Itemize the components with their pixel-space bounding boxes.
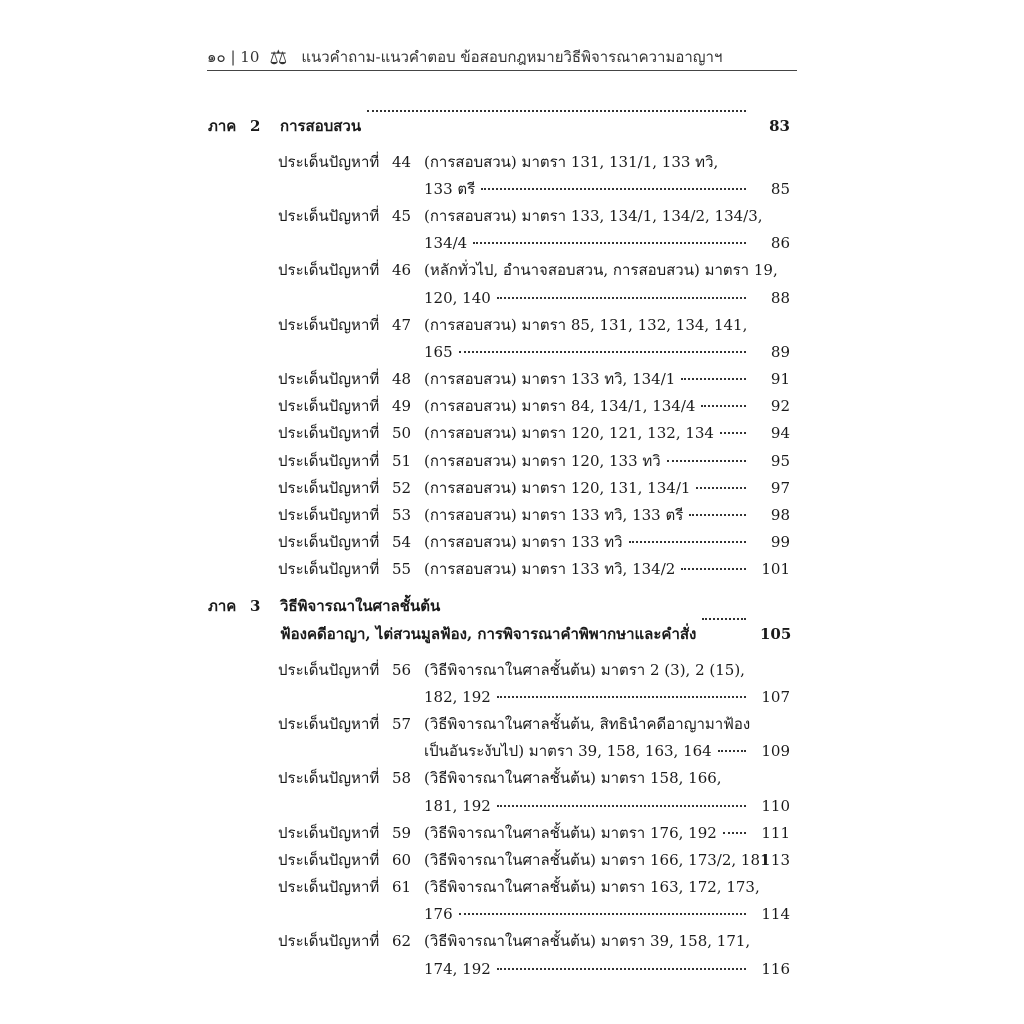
dot-leader [681, 568, 746, 570]
entry-text-content: (การสอบสวน) มาตรา 120, 131, 134/1 [424, 478, 691, 497]
table-of-contents [208, 112, 790, 982]
dot-leader [723, 832, 746, 834]
toc-entry-line [278, 338, 790, 365]
entry-number: 55 [392, 560, 412, 579]
toc-entry-line [278, 819, 790, 846]
entry-text [424, 875, 760, 899]
part-number: 2 [250, 117, 261, 135]
toc-entry-line [278, 556, 790, 583]
toc-entry[interactable] [278, 529, 790, 556]
part-heading [208, 112, 790, 140]
toc-entry-line [278, 874, 790, 901]
page-number: 91 [770, 370, 790, 389]
toc-entry-line [278, 202, 790, 229]
book-title: แนวคำถาม-แนวคำตอบ ข้อสอบกฎหมายวิธีพิจารณาความอาญาฯ [301, 48, 723, 66]
dot-leader [689, 514, 746, 516]
entry-number: 61 [392, 878, 412, 897]
entry-number: 52 [392, 478, 412, 497]
toc-entry[interactable] [278, 874, 790, 928]
page-number: 114 [761, 905, 790, 924]
entry-text-content: (การสอบสวน) มาตรา 84, 134/1, 134/4 [424, 397, 696, 416]
entry-number: 57 [392, 714, 412, 733]
page-number: 107 [761, 687, 790, 706]
entry-label: ประเด็นปัญหาที่ [278, 660, 380, 679]
dot-leader [497, 297, 746, 299]
entry-text-content: (วิธีพิจารณาในศาลชั้นต้น, สิทธินำคดีอาญามาฟ้อง [424, 714, 751, 733]
header-divider: | [225, 48, 241, 66]
toc-entry[interactable] [278, 710, 790, 764]
entry-number: 56 [392, 660, 412, 679]
page-number: 109 [761, 742, 790, 761]
part-heading [208, 620, 790, 648]
page-number: 110 [761, 796, 790, 815]
toc-entry[interactable] [278, 819, 790, 846]
entry-text [424, 177, 760, 201]
entry-text [424, 476, 760, 500]
toc-entry-line [278, 311, 790, 338]
entry-text [424, 289, 760, 307]
entry-text [424, 905, 760, 923]
dot-leader [459, 913, 746, 915]
entry-number: 48 [392, 370, 412, 389]
entry-text [424, 797, 760, 815]
part-title-text: วิธีพิจารณาในศาลชั้นต้น [280, 597, 441, 615]
toc-entry-line [278, 846, 790, 873]
entry-text-content: (วิธีพิจารณาในศาลชั้นต้น) มาตรา 39, 158, 171, [424, 932, 751, 951]
dot-leader [367, 110, 746, 112]
entry-label: ประเด็นปัญหาที่ [278, 769, 380, 788]
entry-text [424, 821, 760, 845]
entry-text [424, 688, 760, 706]
entry-text [424, 343, 760, 361]
toc-entry[interactable] [278, 556, 790, 583]
entry-text-content: 182, 192 [424, 687, 491, 706]
spacer [208, 583, 790, 592]
entry-text [424, 658, 760, 682]
toc-entry-line [278, 230, 790, 257]
toc-entry-line [278, 284, 790, 311]
entry-number: 44 [392, 152, 412, 171]
entry-text-content: (หลักทั่วไป, อำนาจสอบสวน, การสอบสวน) มาตรา 19, [424, 261, 778, 280]
toc-entry-line [278, 765, 790, 792]
entry-text [424, 929, 760, 953]
toc-entry[interactable] [278, 420, 790, 447]
toc-entry-line [278, 447, 790, 474]
toc-entry-line [278, 710, 790, 737]
entry-text [424, 258, 778, 282]
page-number: 99 [770, 533, 790, 552]
dot-leader [629, 541, 746, 543]
entry-text [424, 712, 760, 736]
entry-number: 46 [392, 261, 412, 280]
entry-text-content: (การสอบสวน) มาตรา 133 ทวิ, 134/2 [424, 560, 676, 579]
entry-text-content: (การสอบสวน) มาตรา 85, 131, 132, 134, 141, [424, 315, 748, 334]
page-number: 10 [240, 48, 260, 66]
entry-text-content: (การสอบสวน) มาตรา 120, 133 ทวิ [424, 451, 661, 470]
entry-text-content: 120, 140 [424, 288, 491, 307]
toc-entry[interactable] [278, 474, 790, 501]
toc-entry-line [278, 175, 790, 202]
entry-label: ประเด็นปัญหาที่ [278, 533, 380, 552]
page-number: 113 [761, 850, 790, 869]
entry-text-content: (การสอบสวน) มาตรา 133 ทวิ, 133 ตรี [424, 506, 684, 525]
entry-text-content: 134/4 [424, 234, 468, 253]
part-title-text: การสอบสวน [280, 117, 362, 135]
entry-text-content: (วิธีพิจารณาในศาลชั้นต้น) มาตรา 176, 192 [424, 823, 717, 842]
toc-entry[interactable] [278, 656, 790, 710]
entry-text [424, 367, 760, 391]
toc-entry-line [278, 738, 790, 765]
part-title [280, 622, 760, 646]
dot-leader [720, 432, 746, 434]
toc-entry[interactable] [278, 366, 790, 393]
entry-text-content: 165 [424, 342, 453, 361]
entry-label: ประเด็นปัญหาที่ [278, 478, 380, 497]
page-number: 105 [760, 625, 792, 643]
toc-entry[interactable] [278, 202, 790, 256]
entry-label: ประเด็นปัญหาที่ [278, 932, 380, 951]
entry-text-content: เป็นอันระงับไป) มาตรา 39, 158, 163, 164 [424, 742, 712, 761]
entry-text [424, 848, 770, 872]
entry-text [424, 234, 760, 252]
page-number: 116 [761, 959, 790, 978]
entry-label: ประเด็นปัญหาที่ [278, 206, 380, 225]
entry-text-content: 174, 192 [424, 959, 491, 978]
entry-number: 59 [392, 823, 412, 842]
toc-entry[interactable] [278, 501, 790, 528]
page-number: 97 [770, 478, 790, 497]
entry-number: 50 [392, 424, 412, 443]
entry-number: 51 [392, 451, 412, 470]
entry-label: ประเด็นปัญหาที่ [278, 261, 380, 280]
toc-entry-line [278, 792, 790, 819]
entry-number: 62 [392, 932, 412, 951]
page-number: 89 [770, 342, 790, 361]
entry-label: ประเด็นปัญหาที่ [278, 370, 380, 389]
entry-text-content: 176 [424, 905, 453, 924]
page-number: 83 [769, 117, 790, 135]
toc-entry-line [278, 683, 790, 710]
dot-leader [701, 405, 746, 407]
part-heading [208, 592, 790, 620]
entry-text [424, 766, 760, 790]
toc-entry[interactable] [278, 148, 790, 202]
entry-label: ประเด็นปัญหาที่ [278, 560, 380, 579]
entry-label: ประเด็นปัญหาที่ [278, 823, 380, 842]
entry-text [424, 530, 760, 554]
entry-text [424, 557, 760, 581]
entry-number: 47 [392, 315, 412, 334]
toc-entry-line [278, 955, 790, 982]
part-title [280, 594, 760, 618]
part-number: 3 [250, 597, 261, 615]
dot-leader [696, 487, 746, 489]
scales-of-justice-icon: ⚖ [269, 45, 288, 69]
entry-text [424, 449, 760, 473]
toc-entry-line [278, 901, 790, 928]
entry-text [424, 960, 760, 978]
page-number: 98 [770, 506, 790, 525]
entry-text-content: (การสอบสวน) มาตรา 131, 131/1, 133 ทวิ, [424, 152, 719, 171]
entry-text [424, 313, 760, 337]
page-number: 92 [770, 397, 790, 416]
page-number: 94 [770, 424, 790, 443]
entry-text-content: 133 ตรี [424, 179, 476, 198]
part-title-text: ฟ้องคดีอาญา, ไต่สวนมูลฟ้อง, การพิจารณาคำพิพากษาและคำสั่ง [280, 625, 697, 643]
entry-label: ประเด็นปัญหาที่ [278, 424, 380, 443]
entry-text [424, 150, 760, 174]
entry-label: ประเด็นปัญหาที่ [278, 878, 380, 897]
part-label: ภาค [208, 117, 237, 135]
entry-text-content: (วิธีพิจารณาในศาลชั้นต้น) มาตรา 163, 172, 173, [424, 878, 760, 897]
dot-leader [497, 805, 746, 807]
page-number: 101 [761, 560, 790, 579]
dot-leader [473, 242, 746, 244]
part-title [280, 114, 760, 138]
dot-leader [667, 460, 746, 462]
toc-entry[interactable] [278, 846, 790, 873]
entry-number: 45 [392, 206, 412, 225]
toc-entry-line [278, 257, 790, 284]
entry-text-content: (วิธีพิจารณาในศาลชั้นต้น) มาตรา 2 (3), 2 (15), [424, 660, 745, 679]
entry-label: ประเด็นปัญหาที่ [278, 714, 380, 733]
toc-entry-line [278, 501, 790, 528]
page-number: 86 [770, 234, 790, 253]
entry-text [424, 204, 763, 228]
toc-entry-line [278, 656, 790, 683]
page-number: 88 [770, 288, 790, 307]
entry-number: 53 [392, 506, 412, 525]
entry-number: 54 [392, 533, 412, 552]
part-label: ภาค [208, 597, 237, 615]
toc-entry[interactable] [278, 393, 790, 420]
entry-number: 58 [392, 769, 412, 788]
toc-entry-line [278, 393, 790, 420]
entry-number: 49 [392, 397, 412, 416]
toc-entry[interactable] [278, 257, 790, 311]
toc-entry-line [278, 366, 790, 393]
entry-label: ประเด็นปัญหาที่ [278, 397, 380, 416]
running-header [207, 44, 797, 71]
page-number: 95 [770, 451, 790, 470]
entry-label: ประเด็นปัญหาที่ [278, 152, 380, 171]
entry-label: ประเด็นปัญหาที่ [278, 451, 380, 470]
toc-entry[interactable] [278, 311, 790, 365]
toc-entry-line [278, 474, 790, 501]
entry-text-content: (การสอบสวน) มาตรา 133, 134/1, 134/2, 134/3, [424, 206, 763, 225]
entry-text [424, 421, 760, 445]
entry-text [424, 503, 760, 527]
dot-leader [702, 618, 746, 620]
toc-entry[interactable] [278, 765, 790, 819]
entry-text-content: 181, 192 [424, 796, 491, 815]
spacer [208, 648, 790, 656]
entry-label: ประเด็นปัญหาที่ [278, 315, 380, 334]
entry-text [424, 739, 760, 763]
entry-text [424, 394, 760, 418]
entry-text-content: (การสอบสวน) มาตรา 120, 121, 132, 134 [424, 424, 714, 443]
toc-entry-line [278, 928, 790, 955]
page-number: 85 [770, 179, 790, 198]
dot-leader [681, 378, 746, 380]
spacer [208, 140, 790, 148]
toc-entry-line [278, 420, 790, 447]
entry-text-content: (วิธีพิจารณาในศาลชั้นต้น) มาตรา 166, 173/2, 181 [424, 850, 770, 869]
entry-number: 60 [392, 850, 412, 869]
dot-leader [718, 750, 746, 752]
entry-label: ประเด็นปัญหาที่ [278, 850, 380, 869]
entry-text-content: (วิธีพิจารณาในศาลชั้นต้น) มาตรา 158, 166, [424, 769, 722, 788]
toc-entry[interactable] [278, 928, 790, 982]
entry-text-content: (การสอบสวน) มาตรา 133 ทวิ, 134/1 [424, 370, 676, 389]
dot-leader [459, 351, 746, 353]
toc-entry-line [278, 148, 790, 175]
dot-leader [497, 696, 746, 698]
toc-entry[interactable] [278, 447, 790, 474]
page-number-thai: ๑๐ [207, 48, 226, 66]
dot-leader [497, 968, 746, 970]
entry-text-content: (การสอบสวน) มาตรา 133 ทวิ [424, 533, 623, 552]
entry-label: ประเด็นปัญหาที่ [278, 506, 380, 525]
dot-leader [481, 188, 746, 190]
page-number: 111 [761, 823, 790, 842]
toc-entry-line [278, 529, 790, 556]
